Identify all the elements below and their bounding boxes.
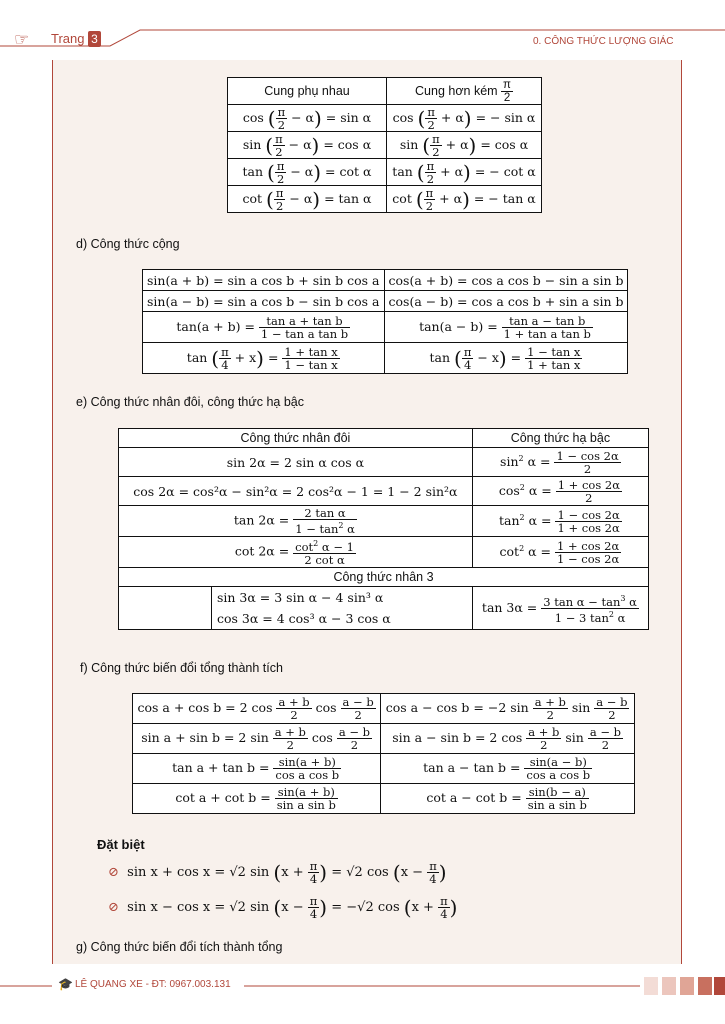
addition-formulas-table (142, 269, 628, 374)
footer-author: LÊ QUANG XE - ĐT: 0967.003.131 (75, 979, 231, 990)
table-cell: sin(a − b) = sin a cos b − sin b cos a (143, 291, 385, 312)
table3-header-left: Công thức nhân đôi (119, 429, 473, 448)
table-row: sin 3α = 3 sin α − 4 sin³ α cos 3α = 4 cos³ α − 3 cos α tan 3α = $\frac{3 \tan \alpha - \tan^3 \alpha}{1 - 3 \tan^2 \alpha}$ (119, 587, 649, 630)
sum-to-product-table (132, 693, 635, 814)
pointing-hand-icon: ☞ (14, 30, 30, 50)
table-row: sin 2α = 2 sin α cos α $\sin^2 \alpha$ = $\frac{1 - \cos 2\alpha}{2}$ (119, 448, 649, 477)
table-cell: sin(a + b) = sin a cos b + sin b cos a (143, 270, 385, 291)
triple-angle-header: Công thức nhân 3 (119, 568, 649, 587)
page-header (0, 0, 725, 50)
table-row: tan ( $\frac{\pi}{4}$ + x) = $\frac{\text{1 + tan x}}{\text{1 − tan x}}$ tan ( $\frac{\pi}{4}$ − x) = $\frac{\text{1 − tan x}}{\text{1 + tan x}}$ (143, 343, 628, 374)
sin3-formula: sin 3α = 3 sin α − 4 sin³ α (217, 590, 384, 605)
graduation-cap-icon: 🎓 (58, 977, 73, 991)
section-g-heading: g) Công thức biến đổi tích thành tổng (76, 940, 283, 954)
table-row: cot a + cot b = $\frac{\sin(a + b)}{\text{sin a sin b}}$ cot a − cot b = $\frac{\sin(b - a)}{\text{sin a sin b}}$ (133, 784, 635, 814)
page-number-badge: 3 (88, 31, 101, 47)
cos3-formula: cos 3α = 4 cos³ α − 3 cos α (217, 611, 391, 626)
check-circle-icon: ⊘ (108, 865, 119, 880)
section-f-heading: f) Công thức biến đổi tổng thành tích (80, 661, 283, 675)
double-angle-table (118, 428, 649, 630)
table-cell: cos 2α = cos²α − sin²α = 2 cos²α − 1 = 1 − 2 sin²α (119, 477, 473, 506)
chapter-title: 0. CÔNG THỨC LƯỢNG GIÁC (533, 36, 674, 47)
table1-header-right-label: Cung hơn kém (415, 83, 498, 98)
table-row: cot 2α = $\frac{\cot^2 \alpha - 1}{\text{2 cot α}}$ $\cot^2 \alpha$ = $\frac{1 + \cos 2\alpha}{1 - \cos 2\alpha}$ (119, 537, 649, 568)
section-e-heading: e) Công thức nhân đôi, công thức hạ bậc (76, 395, 304, 409)
table-row: tan 2α = $\frac{\text{2 tan α}}{1 - \tan^2 \alpha}$ $\tan^2 \alpha$ = $\frac{1 - \cos 2\alpha}{1 + \cos 2\alpha}$ (119, 506, 649, 537)
table3-header-right: Công thức hạ bậc (472, 429, 648, 448)
table-row: sin ( $\frac{\pi}{2}$ − α) = cos α sin ( $\frac{\pi}{2}$ + α) = cos α (228, 132, 542, 159)
table-row: sin a + sin b = 2 sin $\frac{a + b}{2}$ cos $\frac{a - b}{2}$ sin a − sin b = 2 cos $\frac{a + b}{2}$ sin $\frac{a - b}{2}$ (133, 724, 635, 754)
special-heading: Đặt biệt (97, 837, 145, 852)
check-circle-icon: ⊘ (108, 900, 119, 915)
page-label: Trang (51, 31, 85, 46)
table-row: tan ( $\frac{\pi}{2}$ − α) = cot α tan ( $\frac{\pi}{2}$ + α) = − cot α (228, 159, 542, 186)
section-d-heading: d) Công thức cộng (76, 237, 180, 251)
table-cell: cos(a + b) = cos a cos b − sin a sin b (384, 270, 628, 291)
special-formula-1: ⊘ sin x + cos x = √2 sin (x + $\frac{\pi}{4}$ ) = √2 cos (x − $\frac{\pi}{4}$ ) (108, 859, 447, 886)
table1-header-right: Cung hơn kém $\frac{\pi}{2}$ (387, 78, 542, 105)
table-row: tan a + tan b = $\frac{\sin(a + b)}{\text{cos a cos b}}$ tan a − tan b = $\frac{\sin(a - b)}{\text{cos a cos b}}$ (133, 754, 635, 784)
table1-header-left: Cung phụ nhau (228, 78, 387, 105)
table-row: cos ( $\frac{\pi}{2}$ − α) = sin α cos ( $\frac{\pi}{2}$ + α) = − sin α (228, 105, 542, 132)
table-row: cos 2α = cos²α − sin²α = 2 cos²α − 1 = 1 − 2 sin²α $\cos^2 \alpha$ = $\frac{1 + \cos 2\alpha}{2}$ (119, 477, 649, 506)
page-footer (0, 972, 725, 1002)
table-row: cot ( $\frac{\pi}{2}$ − α) = tan α cot ( $\frac{\pi}{2}$ + α) = − tan α (228, 186, 542, 213)
table-row: cos a + cos b = 2 cos $\frac{a + b}{2}$ cos $\frac{a - b}{2}$ cos a − cos b = −2 sin $\frac{a + b}{2}$ sin $\frac{a - b}{2}$ (133, 694, 635, 724)
table-cell: cos(a − b) = cos a cos b + sin a sin b (384, 291, 628, 312)
special-formula-2: ⊘ sin x − cos x = √2 sin (x − $\frac{\pi}{4}$ ) = −√2 cos (x + $\frac{\pi}{4}$ ) (108, 894, 458, 921)
table-row (143, 291, 628, 312)
table-row (143, 270, 628, 291)
table-row: tan(a + b) = $\frac{\text{tan a + tan b}}{\text{1 − tan a tan b}}$ tan(a − b) = $\frac{\text{tan a − tan b}}{\text{1 + tan a tan b}}$ (143, 312, 628, 343)
complementary-angles-table (227, 77, 542, 213)
table-cell: sin 2α = 2 sin α cos α (119, 448, 473, 477)
